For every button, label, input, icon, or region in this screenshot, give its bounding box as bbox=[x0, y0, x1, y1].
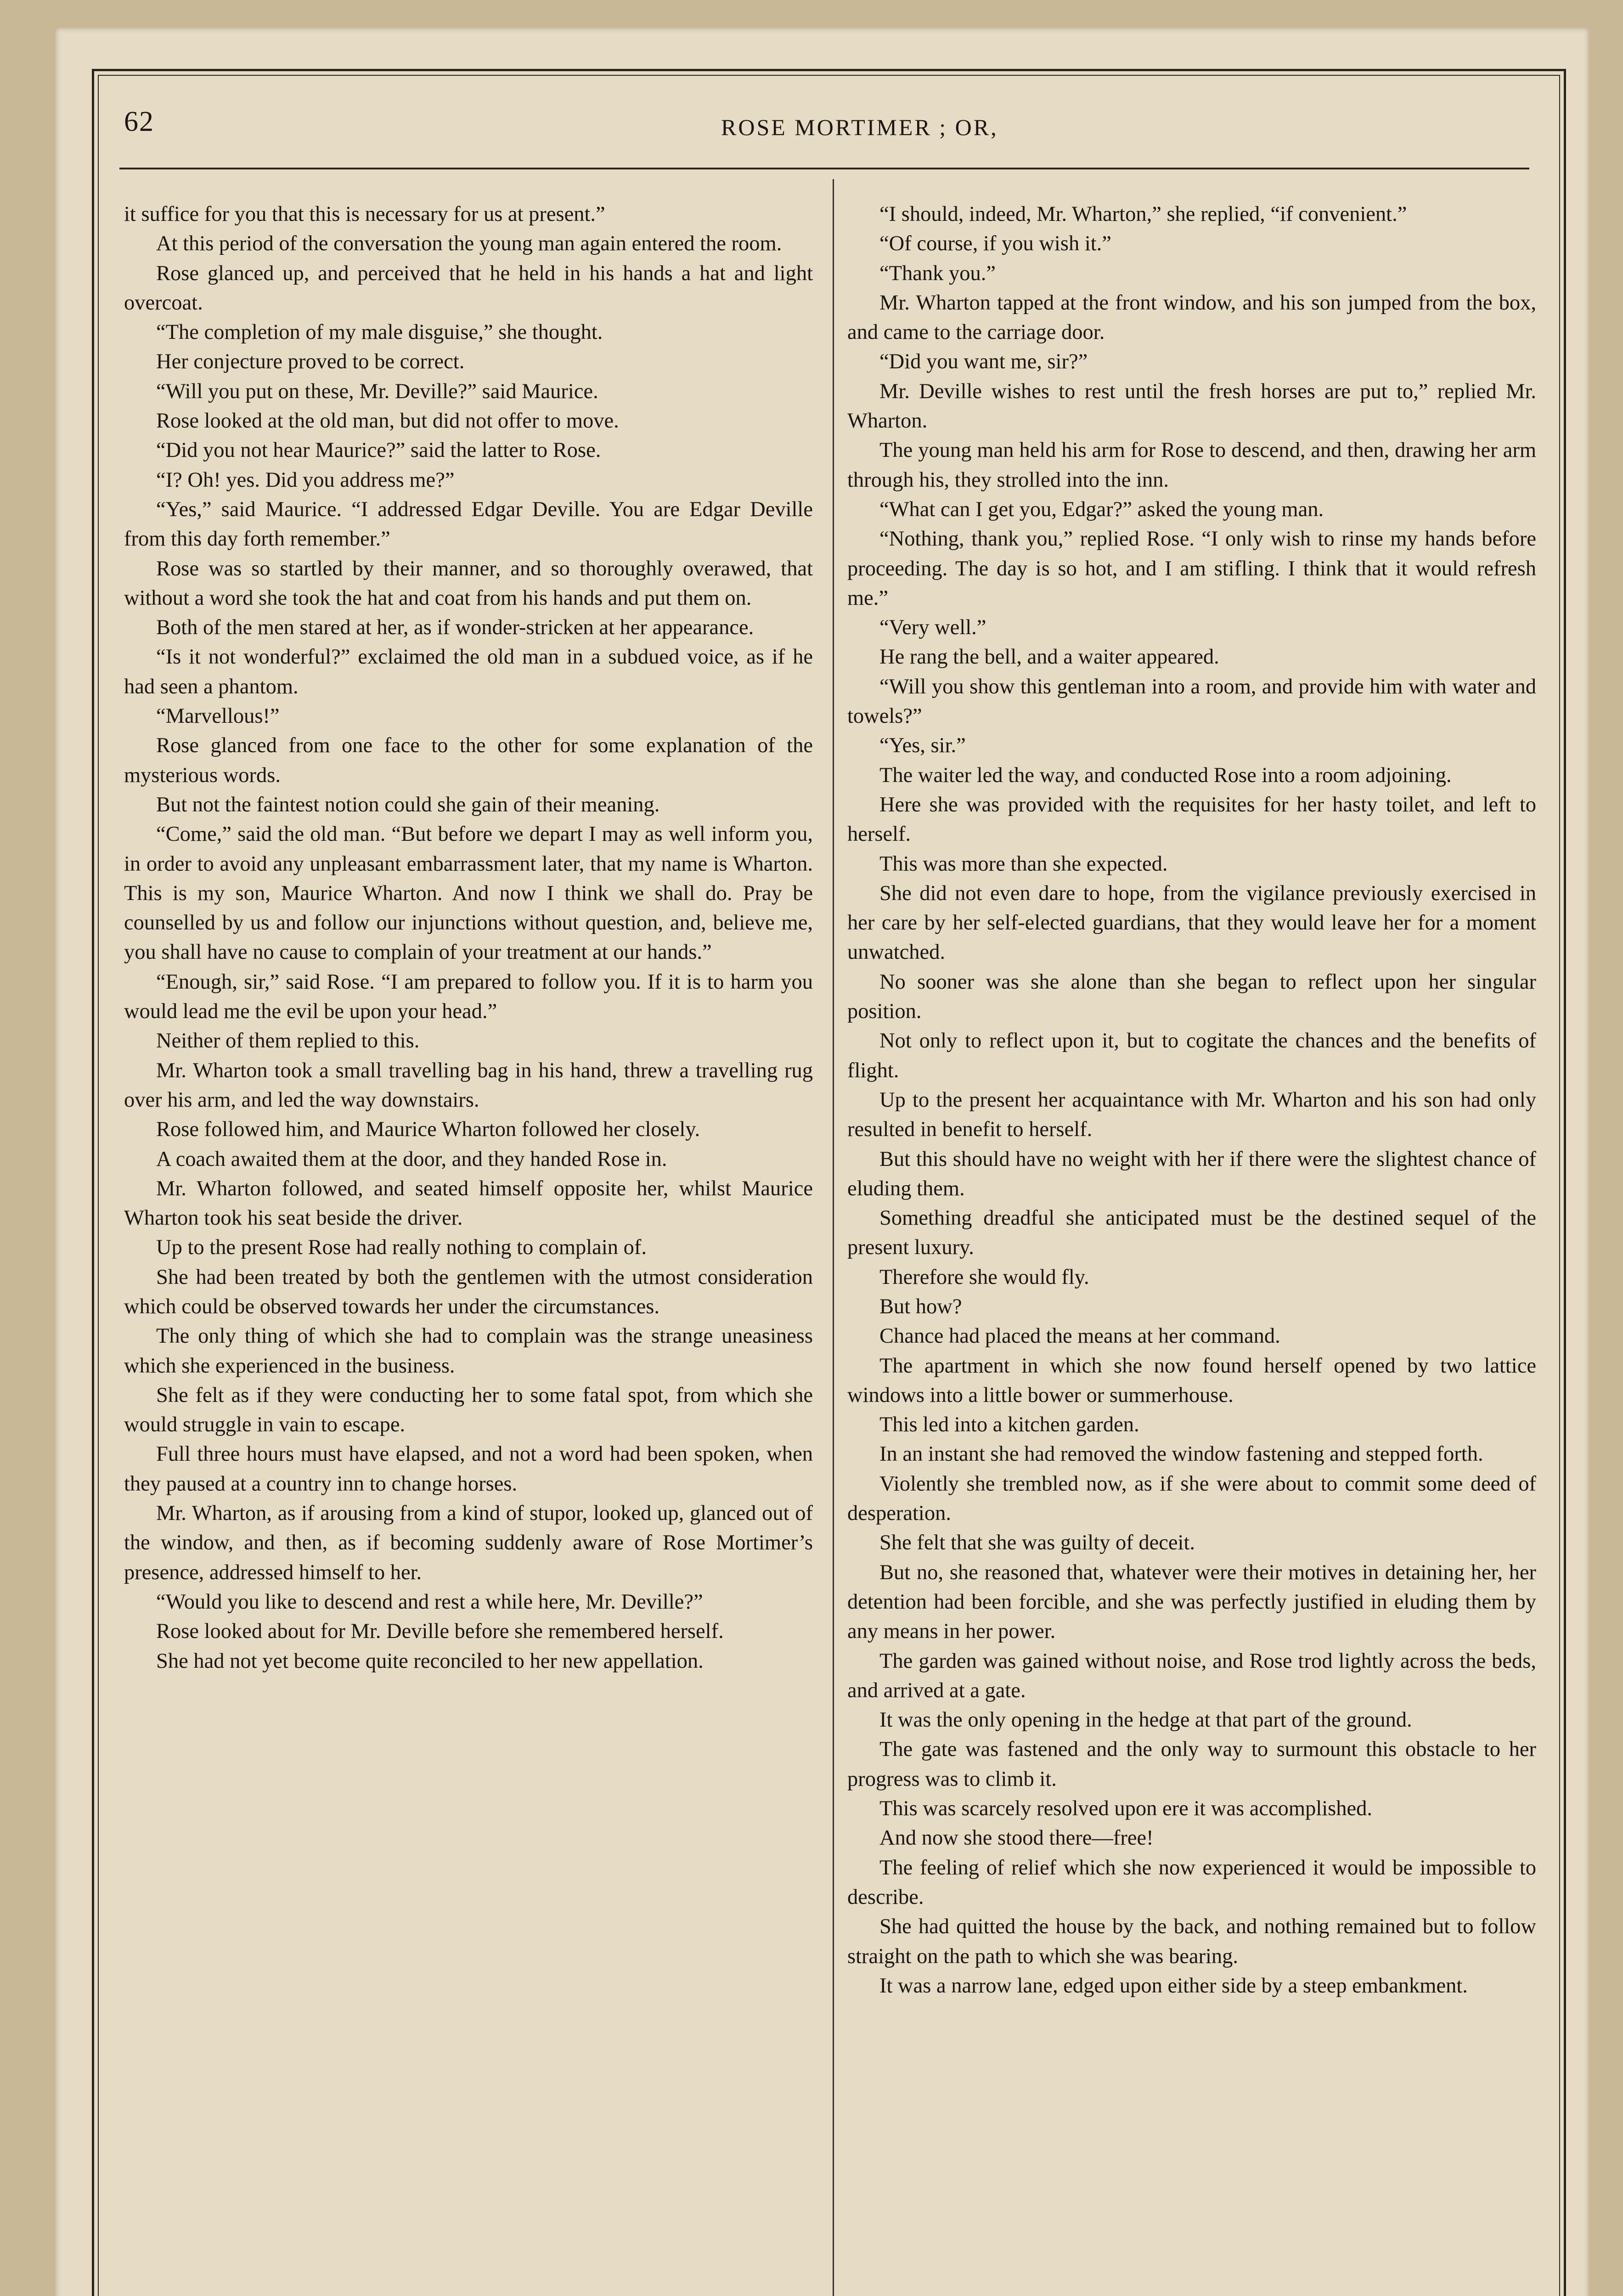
paragraph: The feeling of relief which she now experienced it would be impossible to describe. bbox=[847, 1856, 1536, 1909]
paragraph: it suffice for you that this is necessary for us at present.” bbox=[124, 203, 605, 226]
paragraph: Both of the men stared at her, as if wonder-stricken at her appearance. bbox=[156, 616, 754, 640]
paragraph: He rang the bell, and a waiter appeared. bbox=[879, 645, 1219, 669]
paragraph: But how? bbox=[879, 1294, 962, 1318]
paragraph: “I? Oh! yes. Did you address me?” bbox=[156, 468, 455, 492]
paragraph: Mr. Wharton took a small travelling bag in his hand, threw a travelling rug over his arm, and led the way downstairs. bbox=[124, 1058, 813, 1112]
paragraph: In an instant she had removed the window fastening and stepped forth. bbox=[879, 1442, 1483, 1466]
column-divider bbox=[833, 179, 834, 2296]
running-title: ROSE MORTIMER ; OR, bbox=[721, 114, 998, 140]
right-column bbox=[847, 200, 1536, 2296]
book-page bbox=[55, 28, 1589, 2296]
paragraph: Neither of them replied to this. bbox=[156, 1029, 420, 1053]
paragraph: “Thank you.” bbox=[879, 261, 996, 285]
paragraph: Mr. Wharton followed, and seated himself opposite her, whilst Maurice Wharton took his seat beside the driver. bbox=[124, 1176, 813, 1230]
page-number: 62 bbox=[124, 106, 154, 137]
paragraph: “Would you like to descend and rest a while here, Mr. Deville?” bbox=[156, 1590, 703, 1614]
paragraph: This led into a kitchen garden. bbox=[879, 1413, 1139, 1437]
paragraph: “Come,” said the old man. “But before we depart I may as well inform you, in order to avoid any unpleasant embarrassment later, that my name is Wharton. This is my son, Maurice Wharton. And now I think we shall do. Pray be counselled by us and follow our injunctions without question, and, believe me, you shall have no cause to complain of your treatment at our hands.” bbox=[124, 822, 813, 964]
header-rule bbox=[119, 168, 1529, 169]
paragraph: It was the only opening in the hedge at that part of the ground. bbox=[879, 1708, 1412, 1732]
paragraph: “Is it not wonderful?” exclaimed the old man in a subdued voice, as if he had seen a phantom. bbox=[124, 645, 813, 698]
paragraph: Not only to reflect upon it, but to cogitate the chances and the benefits of flight. bbox=[847, 1029, 1536, 1082]
paragraph: “I should, indeed, Mr. Wharton,” she replied, “if convenient.” bbox=[879, 203, 1407, 226]
paragraph: But not the faintest notion could she gain of their meaning. bbox=[156, 793, 660, 816]
paragraph: Rose followed him, and Maurice Wharton followed her closely. bbox=[156, 1118, 700, 1142]
paragraph: The apartment in which she now found herself opened by two lattice windows into a little bower or summerhouse. bbox=[847, 1354, 1536, 1407]
paragraph: Chance had placed the means at her command. bbox=[879, 1324, 1280, 1348]
paragraph: She had quitted the house by the back, and nothing remained but to follow straight on the path to which she was bearing. bbox=[847, 1915, 1536, 1968]
paragraph: It was a narrow lane, edged upon either side by a steep embankment. bbox=[879, 1974, 1468, 1998]
paragraph: But this should have no weight with her if there were the slightest chance of eluding them. bbox=[847, 1147, 1536, 1200]
paragraph: “Of course, if you wish it.” bbox=[879, 232, 1111, 256]
paragraph: This was more than she expected. bbox=[879, 852, 1168, 876]
paragraph: “Very well.” bbox=[879, 616, 986, 640]
paragraph: “Enough, sir,” said Rose. “I am prepared to follow you. If it is to harm you would lead me the evil be upon your head.” bbox=[124, 970, 813, 1024]
paragraph: Up to the present Rose had really nothing to complain of. bbox=[156, 1236, 647, 1260]
paragraph: “Will you show this gentleman into a room, and provide him with water and towels?” bbox=[847, 675, 1536, 728]
paragraph: No sooner was she alone than she began to reflect upon her singular position. bbox=[847, 970, 1536, 1024]
paragraph: The waiter led the way, and conducted Rose into a room adjoining. bbox=[879, 763, 1452, 787]
paragraph: Mr. Wharton tapped at the front window, and his son jumped from the box, and came to the carriage door. bbox=[847, 291, 1536, 344]
paragraph: Rose looked at the old man, but did not offer to move. bbox=[156, 409, 619, 433]
left-column bbox=[124, 200, 813, 2296]
paragraph: Here she was provided with the requisites for her hasty toilet, and left to herself. bbox=[847, 793, 1536, 846]
paragraph: “What can I get you, Edgar?” asked the young man. bbox=[879, 497, 1324, 521]
paragraph: She felt as if they were conducting her to some fatal spot, from which she would struggle in vain to escape. bbox=[124, 1383, 813, 1437]
paragraph: Mr. Wharton, as if arousing from a kind of stupor, looked up, glanced out of the window, and then, as if becoming suddenly aware of Rose Mortimer’s presence, addressed himself to her. bbox=[124, 1502, 813, 1584]
page-header bbox=[124, 106, 1529, 156]
paragraph: At this period of the conversation the young man again entered the room. bbox=[156, 232, 782, 256]
paragraph: Rose looked about for Mr. Deville before she remembered herself. bbox=[156, 1620, 724, 1643]
paragraph: Something dreadful she anticipated must be the destined sequel of the present luxury. bbox=[847, 1206, 1536, 1260]
paragraph: The young man held his arm for Rose to descend, and then, drawing her arm through his, they strolled into the inn. bbox=[847, 439, 1536, 492]
paragraph: The only thing of which she had to complain was the strange uneasiness which she experienced in the business. bbox=[124, 1324, 813, 1378]
paragraph: Her conjecture proved to be correct. bbox=[156, 350, 465, 374]
paragraph: But no, she reasoned that, whatever were their motives in detaining her, her detention had been forcible, and she was perfectly justified in eluding them by any means in her power. bbox=[847, 1560, 1536, 1643]
paragraph: “Will you put on these, Mr. Deville?” said Maurice. bbox=[156, 379, 598, 403]
paragraph: She had been treated by both the gentlemen with the utmost consideration which could be observed towards her under the circumstances. bbox=[124, 1265, 813, 1318]
paragraph: She did not even dare to hope, from the vigilance previously exercised in her care by her self-elected guardians, that they would leave her for a moment unwatched. bbox=[847, 881, 1536, 964]
paragraph: Mr. Deville wishes to rest until the fresh horses are put to,” replied Mr. Wharton. bbox=[847, 379, 1536, 433]
paragraph: The gate was fastened and the only way to surmount this obstacle to her progress was to climb it. bbox=[847, 1738, 1536, 1791]
paragraph: “Did you not hear Maurice?” said the latter to Rose. bbox=[156, 439, 601, 462]
paragraph: Therefore she would fly. bbox=[879, 1265, 1089, 1289]
paragraph: Violently she trembled now, as if she were about to commit some deed of desperation. bbox=[847, 1472, 1536, 1525]
paragraph: “Yes,” said Maurice. “I addressed Edgar Deville. You are Edgar Deville from this day forth remember.” bbox=[124, 497, 813, 551]
paragraph: Full three hours must have elapsed, and not a word had been spoken, when they paused at a country inn to change horses. bbox=[124, 1442, 813, 1496]
paragraph: And now she stood there—free! bbox=[879, 1826, 1154, 1850]
paragraph: “Marvellous!” bbox=[156, 704, 280, 728]
paragraph: A coach awaited them at the door, and they handed Rose in. bbox=[156, 1147, 667, 1171]
paragraph: She had not yet become quite reconciled to her new appellation. bbox=[156, 1649, 704, 1673]
paragraph: Rose was so startled by their manner, and so thoroughly overawed, that without a word she took the hat and coat from his hands and put them on. bbox=[124, 557, 813, 610]
paragraph: “The completion of my male disguise,” she thought. bbox=[156, 321, 603, 344]
paragraph: She felt that she was guilty of deceit. bbox=[879, 1531, 1195, 1555]
paragraph: The garden was gained without noise, and Rose trod lightly across the beds, and arrived at a gate. bbox=[847, 1649, 1536, 1702]
paragraph: Up to the present her acquaintance with Mr. Wharton and his son had only resulted in benefit to herself. bbox=[847, 1088, 1536, 1142]
paragraph: Rose glanced from one face to the other for some explanation of the mysterious words. bbox=[124, 734, 813, 787]
paragraph: “Yes, sir.” bbox=[879, 734, 966, 758]
paragraph: “Did you want me, sir?” bbox=[879, 350, 1088, 374]
paragraph: “Nothing, thank you,” replied Rose. “I only wish to rinse my hands before proceeding. The day is so hot, and I am stifling. I think that it would refresh me.” bbox=[847, 527, 1536, 610]
paragraph: This was scarcely resolved upon ere it was accomplished. bbox=[879, 1797, 1373, 1821]
paragraph: Rose glanced up, and perceived that he held in his hands a hat and light overcoat. bbox=[124, 261, 813, 315]
